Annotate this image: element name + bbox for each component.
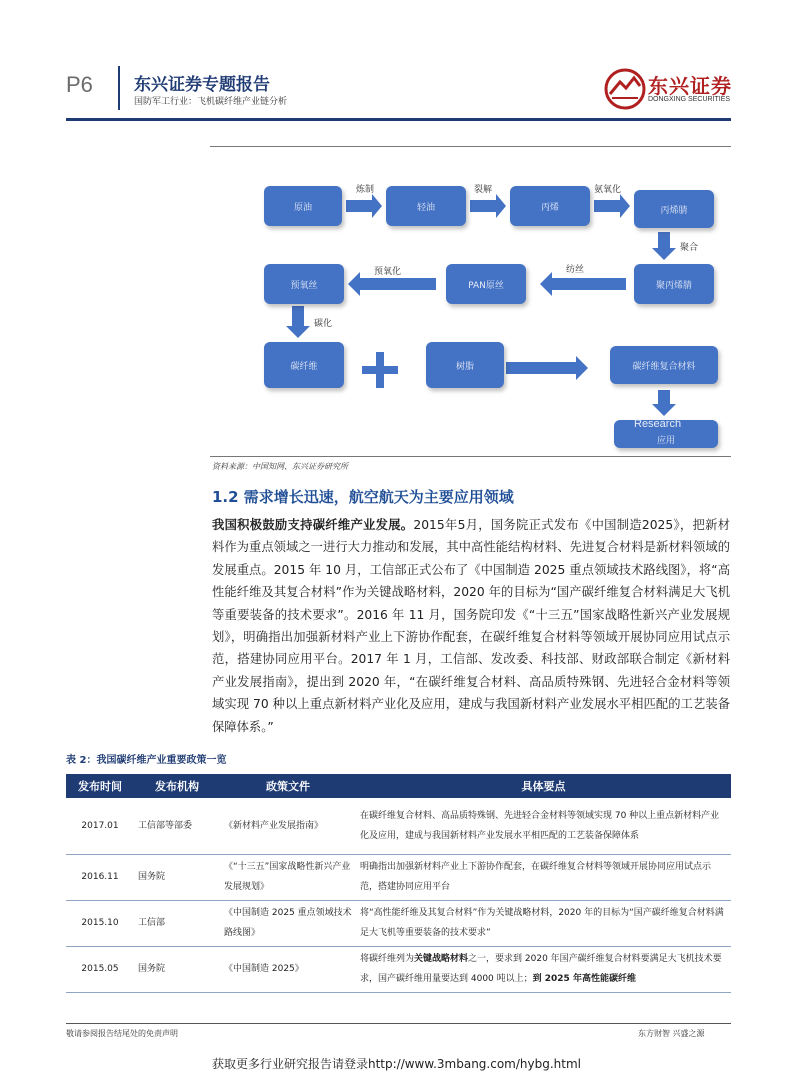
cell-date: 2015.10 (66, 900, 134, 946)
table-row (66, 854, 731, 900)
cell-date: 2017.01 (66, 798, 134, 854)
research-watermark: Research (634, 418, 682, 430)
cell-point (356, 946, 731, 992)
figure-source: 资料来源：中国知网、东兴证券研究所 (212, 462, 348, 471)
header-point: 具体要点 (356, 774, 731, 798)
arrow-right-1 (346, 194, 382, 218)
cell-org: 国务院 (134, 854, 220, 900)
header-date: 发布时间 (66, 774, 134, 798)
flow-box-application-label: 应用 (656, 436, 675, 446)
flow-box-carbon-fiber: 碳纤维 (264, 342, 344, 388)
cell-date: 2015.05 (66, 946, 134, 992)
plus-icon (362, 352, 398, 388)
flow-box-pan-precursor: PAN原丝 (446, 264, 526, 304)
logo-text: 东兴证券 (648, 74, 732, 98)
report-title: 东兴证券专题报告 (134, 75, 270, 95)
page-number: P6 (66, 72, 93, 97)
paragraph-lead: 我国积极鼓励支持碳纤维产业发展。 (212, 518, 414, 532)
header-doc: 政策文件 (220, 774, 356, 798)
point-bold: 到 2025 年高性能碳纤维 (532, 974, 636, 984)
arrow-label-polymerization: 聚合 (680, 243, 699, 253)
figure-bottom-rule (210, 456, 731, 457)
arrow-right-3 (594, 194, 630, 218)
arrow-down-1 (652, 232, 676, 260)
logo-text-en: DONGXING SECURITIES (648, 96, 731, 103)
flow-box-resin: 树脂 (426, 342, 504, 388)
table-caption: 表 2：我国碳纤维产业重要政策一览 (66, 755, 227, 766)
arrow-left-1 (540, 272, 626, 296)
section-heading: 1.2 需求增长迅速，航空航天为主要应用领域 (212, 488, 514, 506)
cell-org: 工信部等部委 (134, 798, 220, 854)
cell-doc: 《中国制造 2025》 (220, 946, 356, 992)
flow-box-acrylonitrile: 丙烯腈 (634, 190, 714, 228)
flow-box-polyacrylonitrile: 聚丙烯腈 (634, 264, 714, 304)
table-row (66, 798, 731, 854)
arrow-right-4 (506, 356, 588, 380)
cell-doc: 《新材料产业发展指南》 (220, 798, 356, 854)
point-text: 将碳纤维列为 (360, 954, 415, 964)
flow-box-composite: 碳纤维复合材料 (610, 346, 718, 384)
cell-point: 明确指出加强新材料产业上下游协作配套，在碳纤维复合材料等领域开展协同应用试点示范，搭建协同应用平台 (356, 854, 731, 900)
table-row (66, 900, 731, 946)
cell-date: 2016.11 (66, 854, 134, 900)
body-paragraph (212, 514, 730, 738)
cell-org: 国务院 (134, 946, 220, 992)
cell-point: 将“高性能纤维及其复合材料”作为关键战略材料，2020 年的目标为“国产碳纤维复合材料满足大飞机等重要装备的技术要求” (356, 900, 731, 946)
download-link-text[interactable]: 获取更多行业研究报告请登录http://www.3mbang.com/hybg.html (211, 1057, 581, 1071)
table-header-row (66, 774, 731, 798)
arrow-label-carbonization: 碳化 (314, 319, 333, 329)
flow-box-preoxidized-fiber: 预氧丝 (264, 264, 344, 304)
cell-doc: 《中国制造 2025 重点领域技术路线图》 (220, 900, 356, 946)
arrow-label-spinning: 纺丝 (566, 265, 585, 275)
point-text: 之一，要求到 2020 年国产碳纤维复合材料要满足大飞机技术要求，国产碳纤维用量要达到 4000 吨以上； (360, 954, 722, 984)
arrow-label-refining: 炼制 (356, 185, 375, 195)
cell-org: 工信部 (134, 900, 220, 946)
footer-disclaimer: 敬请参阅报告结尾处的免责声明 (66, 1029, 178, 1038)
header-org: 发布机构 (134, 774, 220, 798)
arrow-label-preoxidation: 预氧化 (374, 267, 402, 277)
flow-arrows (0, 0, 793, 460)
arrow-right-2 (470, 194, 506, 218)
arrow-down-3 (652, 390, 676, 416)
paragraph-body: 2015年5月，国务院正式发布《中国制造2025》，把新材料作为重点领域之一进行大力推动和发展，其中高性能结构材料、先进复合材料是新材料领域的发展重点。2015 年 10 月，工信部正式公布了《中国制造 2025 重点领域技术路线图》，将“高性能纤维及其复合材料”作为关键战略材料，2020 年的目标为“国产碳纤维复合材料满足大飞机等重要装备的技术要求”。2016 年 11 月，国务院印发《“十三五”国家战略性新兴产业发展规划》，明确指出加强新材料产业上下游协作配套，在碳纤维复合材料等领域开展协同应用试点示范，搭建协同应用平台。2017 年 1 月，工信部、发改委、科技部、财政部联合制定《新材料产业发展指南》，提出到 2020 年，“在碳纤维复合材料、高品质特殊钢、先进轻合金材料等领域实现 70 种以上重点新材料产业化及应用，建成与我国新材料产业发展水平相匹配的工艺装备保障体系。” (212, 518, 730, 734)
cell-doc: 《“十三五”国家战略性新兴产业发展规划》 (220, 854, 356, 900)
arrow-down-2 (286, 306, 310, 338)
point-bold: 关键战略材料 (414, 954, 469, 964)
policy-table (66, 774, 731, 993)
footer-rule (66, 1023, 731, 1024)
report-subtitle: 国防军工行业：飞机碳纤维产业链分析 (134, 97, 288, 107)
table-row (66, 946, 731, 992)
arrow-label-cracking: 裂解 (474, 185, 493, 195)
flow-box-light-oil: 轻油 (386, 186, 466, 226)
arrow-label-ammoxidation: 氨氧化 (594, 185, 622, 195)
footer-slogan: 东方财智 兴盛之源 (638, 1029, 705, 1038)
flow-box-propylene: 丙烯 (510, 186, 590, 226)
cell-point: 在碳纤维复合材料、高品质特殊钢、先进轻合金材料等领域实现 70 种以上重点新材料产业化及应用，建成与我国新材料产业发展水平相匹配的工艺装备保障体系 (356, 798, 731, 854)
flow-box-crude-oil: 原油 (264, 186, 342, 226)
